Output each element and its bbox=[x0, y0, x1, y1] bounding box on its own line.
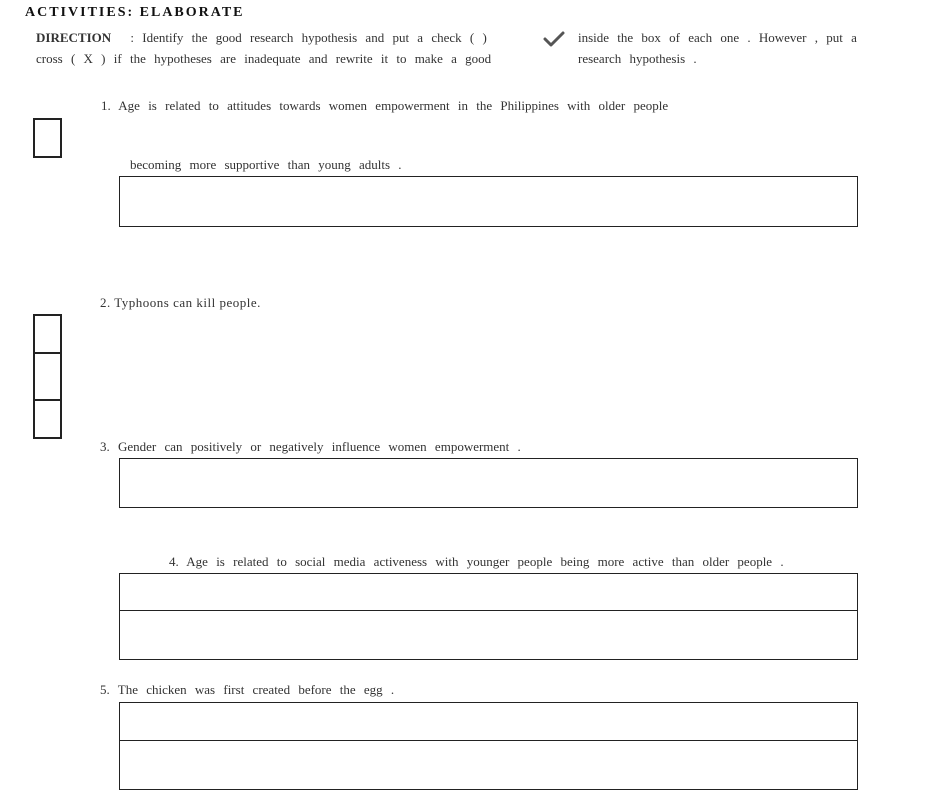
direction-text-3: cross ( X ) if the hypotheses are inadequate and rewrite it to make a good bbox=[36, 51, 492, 66]
page-title: ACTIVITIES: ELABORATE bbox=[25, 5, 245, 20]
direction-line-1 bbox=[36, 30, 487, 46]
item-5-text: 5. The chicken was first created before the egg . bbox=[100, 682, 395, 697]
direction-label: DIRECTION bbox=[36, 30, 112, 45]
item-2-text: 2. Typhoons can kill people. bbox=[100, 295, 261, 310]
item-4-checkbox[interactable] bbox=[33, 399, 62, 439]
answer-divider bbox=[119, 610, 858, 611]
answer-divider bbox=[119, 740, 858, 741]
item-3-checkbox[interactable] bbox=[33, 352, 62, 401]
item-4-text: 4. Age is related to social media activeness with younger people being more active than older people . bbox=[169, 554, 784, 569]
direction-text-2: inside the box of each one . However , put a bbox=[578, 30, 857, 45]
item-1-continuation: becoming more supportive than young adults . bbox=[130, 157, 402, 172]
item-1-answer-box[interactable] bbox=[119, 176, 858, 227]
item-1-checkbox[interactable] bbox=[33, 118, 62, 158]
item-5-answer-box[interactable] bbox=[119, 702, 858, 790]
direction-text-4: research hypothesis . bbox=[578, 51, 697, 66]
item-3-text: 3. Gender can positively or negatively influence women empowerment . bbox=[100, 439, 521, 454]
item-1-text: 1. Age is related to attitudes towards women empowerment in the Philippines with older people bbox=[101, 98, 669, 113]
item-3-answer-box[interactable] bbox=[119, 458, 858, 508]
item-2-checkbox[interactable] bbox=[33, 314, 62, 354]
checkmark-icon bbox=[543, 31, 565, 47]
direction-text-1: : Identify the good research hypothesis and put a check ( ) bbox=[130, 30, 487, 45]
item-4-answer-box[interactable] bbox=[119, 573, 858, 660]
